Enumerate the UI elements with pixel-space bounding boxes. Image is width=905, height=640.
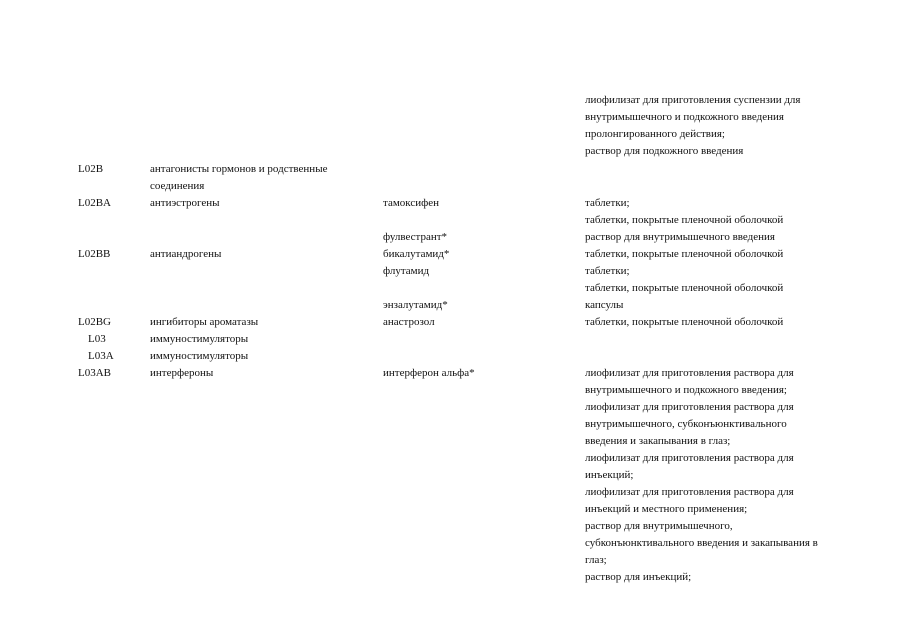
form-line: капсулы	[585, 299, 624, 311]
drug-name: фулвестрант*	[383, 231, 448, 243]
form-line: раствор для подкожного введения	[585, 145, 744, 157]
drug-name: анастрозол	[383, 316, 435, 328]
form-line: инъекций;	[585, 469, 634, 481]
atc-code: L03AB	[78, 367, 111, 379]
atc-group: антиэстрогены	[150, 197, 220, 209]
form-line: пролонгированного действия;	[585, 128, 725, 140]
form-line: таблетки;	[585, 197, 630, 209]
form-line: таблетки, покрытые пленочной оболочкой	[585, 282, 784, 294]
drug-name: энзалутамид*	[383, 299, 448, 311]
atc-group: иммуностимуляторы	[150, 333, 249, 345]
atc-group: интерфероны	[150, 367, 214, 379]
drug-name: бикалутамид*	[383, 248, 450, 260]
form-line: таблетки;	[585, 265, 630, 277]
form-line: введения и закапывания в глаз;	[585, 435, 731, 447]
form-line: таблетки, покрытые пленочной оболочкой	[585, 214, 784, 226]
atc-code: L02BA	[78, 197, 111, 209]
form-line: лиофилизат для приготовления раствора для	[585, 452, 794, 464]
atc-group: соединения	[150, 180, 205, 192]
form-line: раствор для внутримышечного,	[585, 520, 733, 532]
form-line: лиофилизат для приготовления суспензии для	[585, 94, 801, 106]
form-line: внутримышечного и подкожного введения;	[585, 384, 787, 396]
atc-group: ингибиторы ароматазы	[150, 316, 259, 328]
form-line: лиофилизат для приготовления раствора для	[585, 486, 794, 498]
form-line: глаз;	[585, 554, 607, 566]
atc-group: иммуностимуляторы	[150, 350, 249, 362]
drug-name: флутамид	[383, 265, 430, 277]
form-line: инъекций и местного применения;	[585, 503, 748, 515]
form-line: лиофилизат для приготовления раствора для	[585, 367, 794, 379]
form-line: лиофилизат для приготовления раствора для	[585, 401, 794, 413]
form-line: раствор для инъекций;	[585, 571, 692, 583]
atc-group: антагонисты гормонов и родственные	[150, 163, 328, 175]
form-line: таблетки, покрытые пленочной оболочкой	[585, 248, 784, 260]
atc-code: L02B	[78, 163, 104, 175]
form-line: внутримышечного и подкожного введения	[585, 111, 784, 123]
drug-name: тамоксифен	[383, 197, 440, 209]
atc-code: L03	[88, 333, 106, 345]
form-line: субконъюнктивального введения и закапывания в	[585, 537, 818, 549]
atc-code: L02BB	[78, 248, 111, 260]
drug-name: интерферон альфа*	[383, 367, 475, 379]
form-line: внутримышечного, субконъюнктивального	[585, 418, 787, 430]
atc-code: L03A	[88, 350, 114, 362]
atc-group: антиандрогены	[150, 248, 222, 260]
form-line: раствор для внутримышечного введения	[585, 231, 775, 243]
atc-code: L02BG	[78, 316, 111, 328]
form-line: таблетки, покрытые пленочной оболочкой	[585, 316, 784, 328]
